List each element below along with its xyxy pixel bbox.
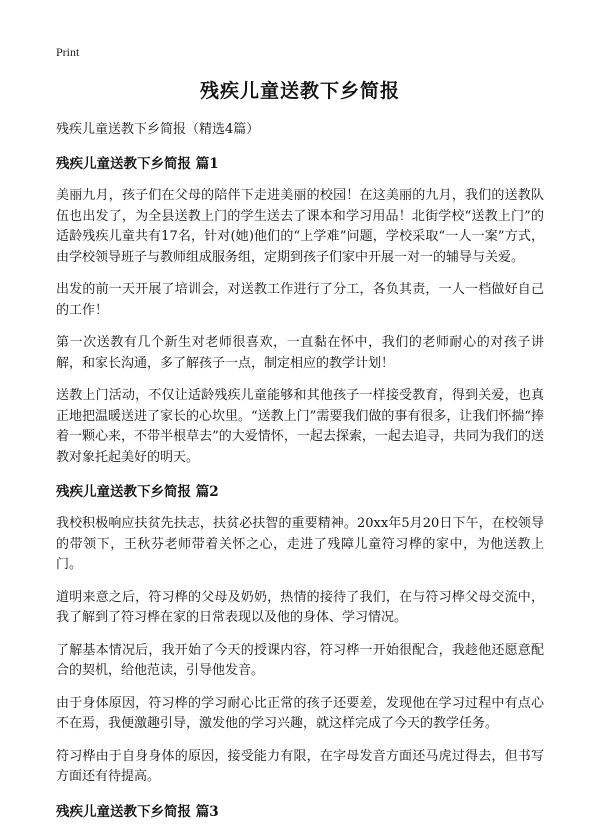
paragraph: 第一次送教有几个新生对老师很喜欢，一直黏在怀中，我们的老师耐心的对孩子讲解，和家长沟通，多了解孩子一点，制定相应的教学计划！ [56, 335, 544, 371]
paragraph: 符习桦由于自身身体的原因，接受能力有限，在字母发音方面还马虎过得去，但书写方面还有待提高。 [56, 748, 544, 784]
section-1 [56, 154, 544, 468]
paragraph: 由于身体原因，符习桦的学习耐心比正常的孩子还要差，发现他在学习过程中有点心不在焉，我便激趣引导，激发他的学习兴趣，就这样完成了今天的教学任务。 [56, 695, 544, 731]
paragraph: 美丽九月，孩子们在父母的陪伴下走进美丽的校园！在这美丽的九月，我们的送教队伍也出发了，为全县送教上门的学生送去了课本和学习用品！北街学校“送教上门”的适龄残疾儿童共有17名，针对(她)他们的“上学难”问题，学校采取“一人一案”方式，由学校领导班子与教师组成服务组，定期到孩子们家中开展一对一的辅导与关爱。 [56, 188, 544, 265]
print-link[interactable]: Print [56, 45, 80, 59]
paragraph: 送教上门活动，不仅让适龄残疾儿童能够和其他孩子一样接受教育，得到关爱，也真正地把温暖送进了家长的心坎里。“送教上门”需要我们做的事有很多，让我们怀揣“捧着一颗心来，不带半根草去”的大爱情怀，一起去探索，一起去追寻，共同为我们的送教对象托起美好的明天。 [56, 388, 544, 465]
paragraph: 我校积极响应扶贫先扶志，扶贫必扶智的重要精神。20xx年5月20日下午，在校领导的带领下，王秋芬老师带着关怀之心，走进了残障儿童符习桦的家中，为他送教上门。 [56, 516, 544, 572]
paragraph: 道明来意之后，符习桦的父母及奶奶，热情的接待了我们，在与符习桦父母交流中，我了解到了符习桦在家的日常表现以及他的身体、学习情况。 [56, 589, 544, 625]
section-heading: 残疾儿童送教下乡简报 篇2 [56, 484, 219, 500]
section-2 [56, 482, 544, 788]
paragraph: 了解基本情况后，我开始了今天的授课内容，符习桦一开始很配合，我趁他还愿意配合的契机，给他范读，引导他发音。 [56, 642, 544, 678]
section-3 [56, 802, 544, 822]
paragraph: 出发的前一天开展了培训会，对送教工作进行了分工，各负其责，一人一档做好自己的工作！ [56, 282, 544, 318]
section-heading: 残疾儿童送教下乡简报 篇3 [56, 803, 219, 820]
document-subtitle: 残疾儿童送教下乡简报（精选4篇） [56, 122, 260, 137]
document-title: 残疾儿童送教下乡简报 [199, 80, 400, 102]
section-heading: 残疾儿童送教下乡简报 篇1 [56, 156, 219, 172]
